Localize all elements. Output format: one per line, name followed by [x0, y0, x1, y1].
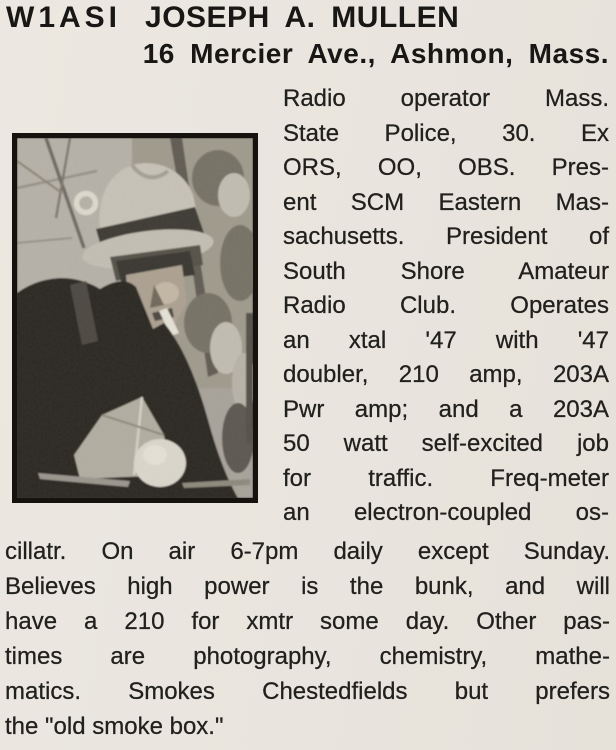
- bio-line: Believes high power is the bunk, and will: [5, 573, 610, 600]
- bio-line: matics. Smokes Chestedfields but prefers: [5, 678, 610, 705]
- bio-line: 50 watt self-excited job: [283, 430, 609, 457]
- bio-right-column: [283, 82, 609, 531]
- portrait-photo: [12, 133, 258, 503]
- bio-line: an xtal '47 with '47: [283, 326, 609, 354]
- header-line: [6, 3, 612, 33]
- operator-address: 16 Mercier Ave., Ashmon, Mass.: [142, 38, 609, 69]
- callsign: W1ASI: [6, 1, 122, 34]
- bio-line: times are photography, chemistry, mathe-: [5, 643, 610, 670]
- halftone-grain: [17, 138, 253, 498]
- bio-line: have a 210 for xmtr some day. Other pas-: [5, 608, 610, 635]
- portrait-photo-art: [12, 133, 258, 503]
- bio-line: the "old smoke box.": [5, 713, 224, 740]
- operator-name: JOSEPH A. MULLEN: [145, 1, 460, 34]
- bio-line: ORS, OO, OBS. Pres-: [283, 154, 609, 181]
- bio-line: for traffic. Freq-meter: [283, 464, 609, 492]
- bio-line: Radio Club. Operates: [283, 292, 609, 319]
- bio-line: doubler, 210 amp, 203A: [283, 361, 609, 388]
- bio-line: State Police, 30. Ex: [283, 119, 609, 147]
- bio-line: ent SCM Eastern Mas-: [283, 188, 609, 216]
- bio-line: Radio operator Mass.: [283, 85, 609, 112]
- bio-line: South Shore Amateur: [283, 257, 609, 285]
- bio-line: sachusetts. President of: [283, 223, 609, 250]
- bio-line: an electron-coupled os-: [283, 499, 609, 526]
- bio-line: Pwr amp; and a 203A: [283, 395, 609, 423]
- bio-line: cillatr. On air 6-7pm daily except Sunday.: [5, 538, 610, 565]
- bio-bottom-block: [5, 534, 610, 744]
